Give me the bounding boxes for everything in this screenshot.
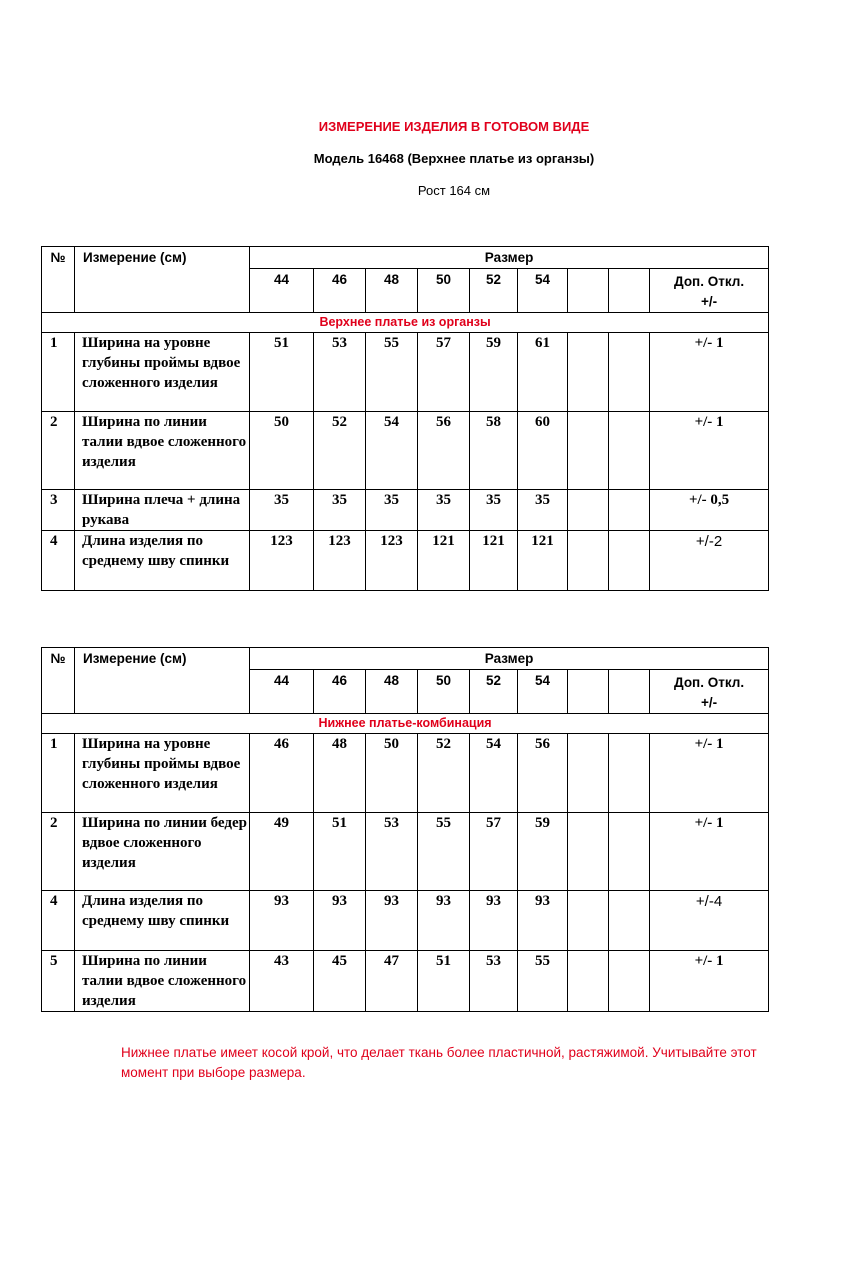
row-number: 1 — [42, 734, 75, 813]
bias-cut-note: Нижнее платье имеет косой крой, что делает ткань более пластичной, растяжимой. Учитывайте этот момент при выборе размера. — [121, 1045, 757, 1080]
value-cell: 54 — [470, 734, 518, 813]
value-cell: 61 — [518, 333, 568, 412]
measurement-name: Ширина по линии талии вдвое сложенного изделия — [75, 412, 250, 490]
measurement-name: Ширина на уровне глубины проймы вдвое сложенного изделия — [75, 734, 250, 813]
value-cell: 48 — [314, 734, 366, 813]
row-number: 4 — [42, 891, 75, 951]
tolerance-cell: +/- 1 — [650, 813, 769, 891]
value-cell: 52 — [418, 734, 470, 813]
table-row — [42, 531, 769, 591]
measurement-name: Длина изделия по среднему шву спинки — [75, 531, 250, 591]
size-header: 46 — [314, 670, 366, 714]
value-cell: 51 — [418, 951, 470, 1012]
empty-cell — [609, 813, 650, 891]
row-number: 2 — [42, 412, 75, 490]
empty-cell — [609, 891, 650, 951]
size-header: 44 — [250, 269, 314, 313]
value-cell: 50 — [366, 734, 418, 813]
model-subtitle: Модель 16468 (Верхнее платье из органзы) — [313, 151, 595, 166]
value-cell: 55 — [366, 333, 418, 412]
value-cell: 45 — [314, 951, 366, 1012]
value-cell: 57 — [470, 813, 518, 891]
value-cell: 93 — [518, 891, 568, 951]
value-cell: 93 — [470, 891, 518, 951]
value-cell: 123 — [314, 531, 366, 591]
table-row — [42, 333, 769, 412]
empty-cell — [568, 891, 609, 951]
empty-cell — [609, 670, 650, 714]
value-cell: 93 — [366, 891, 418, 951]
value-cell: 56 — [518, 734, 568, 813]
tolerance-cell: +/-2 — [650, 531, 769, 591]
size-header: 46 — [314, 269, 366, 313]
table-row — [42, 734, 769, 813]
value-cell: 51 — [314, 813, 366, 891]
value-cell: 43 — [250, 951, 314, 1012]
size-header: 52 — [470, 269, 518, 313]
col-header-measurement: Измерение (см) — [75, 247, 250, 313]
value-cell: 35 — [250, 490, 314, 531]
empty-cell — [609, 951, 650, 1012]
empty-cell — [609, 490, 650, 531]
size-header: 54 — [518, 670, 568, 714]
size-header: 52 — [470, 670, 518, 714]
measurement-name: Ширина на уровне глубины проймы вдвое сложенного изделия — [75, 333, 250, 412]
document-title: ИЗМЕРЕНИЕ ИЗДЕЛИЯ В ГОТОВОМ ВИДЕ — [318, 119, 590, 134]
value-cell: 57 — [418, 333, 470, 412]
size-header: 50 — [418, 269, 470, 313]
value-cell: 123 — [250, 531, 314, 591]
col-header-number: № — [42, 648, 75, 714]
value-cell: 121 — [418, 531, 470, 591]
value-cell: 93 — [314, 891, 366, 951]
row-number: 2 — [42, 813, 75, 891]
size-header: 54 — [518, 269, 568, 313]
tolerance-cell: +/- 0,5 — [650, 490, 769, 531]
size-header: 44 — [250, 670, 314, 714]
value-cell: 53 — [314, 333, 366, 412]
row-number: 4 — [42, 531, 75, 591]
value-cell: 35 — [470, 490, 518, 531]
value-cell: 123 — [366, 531, 418, 591]
table-row — [42, 951, 769, 1012]
section-title: Нижнее платье-комбинация — [42, 714, 769, 734]
tolerance-cell: +/- 1 — [650, 412, 769, 490]
measurement-name: Ширина по линии талии вдвое сложенного изделия — [75, 951, 250, 1012]
value-cell: 121 — [470, 531, 518, 591]
value-cell: 50 — [250, 412, 314, 490]
value-cell: 121 — [518, 531, 568, 591]
col-header-size: Размер — [250, 648, 769, 670]
empty-cell — [609, 531, 650, 591]
value-cell: 46 — [250, 734, 314, 813]
empty-cell — [568, 490, 609, 531]
value-cell: 35 — [366, 490, 418, 531]
tolerance-cell: +/-4 — [650, 891, 769, 951]
value-cell: 35 — [418, 490, 470, 531]
empty-cell — [609, 412, 650, 490]
section-title: Верхнее платье из органзы — [42, 313, 769, 333]
value-cell: 55 — [518, 951, 568, 1012]
measurement-table-overdress — [41, 246, 769, 591]
empty-cell — [609, 269, 650, 313]
value-cell: 53 — [470, 951, 518, 1012]
value-cell: 58 — [470, 412, 518, 490]
table-row — [42, 490, 769, 531]
value-cell: 59 — [518, 813, 568, 891]
empty-cell — [568, 531, 609, 591]
measurement-name: Ширина плеча + длина рукава — [75, 490, 250, 531]
value-cell: 60 — [518, 412, 568, 490]
value-cell: 52 — [314, 412, 366, 490]
measurement-name: Длина изделия по среднему шву спинки — [75, 891, 250, 951]
value-cell: 53 — [366, 813, 418, 891]
value-cell: 55 — [418, 813, 470, 891]
col-header-tolerance: Доп. Откл. +/- — [650, 269, 769, 313]
empty-cell — [609, 333, 650, 412]
tolerance-cell: +/- 1 — [650, 951, 769, 1012]
row-number: 3 — [42, 490, 75, 531]
value-cell: 59 — [470, 333, 518, 412]
tolerance-cell: +/- 1 — [650, 734, 769, 813]
value-cell: 49 — [250, 813, 314, 891]
table-row — [42, 813, 769, 891]
empty-cell — [568, 269, 609, 313]
empty-cell — [609, 734, 650, 813]
col-header-measurement: Измерение (см) — [75, 648, 250, 714]
value-cell: 54 — [366, 412, 418, 490]
empty-cell — [568, 333, 609, 412]
empty-cell — [568, 951, 609, 1012]
height-label: Рост 164 см — [417, 183, 491, 198]
value-cell: 93 — [418, 891, 470, 951]
col-header-size: Размер — [250, 247, 769, 269]
size-header: 48 — [366, 269, 418, 313]
value-cell: 47 — [366, 951, 418, 1012]
measurement-name: Ширина по линии бедер вдвое сложенного изделия — [75, 813, 250, 891]
table-row — [42, 891, 769, 951]
value-cell: 35 — [518, 490, 568, 531]
table-row — [42, 412, 769, 490]
empty-cell — [568, 412, 609, 490]
empty-cell — [568, 670, 609, 714]
empty-cell — [568, 813, 609, 891]
size-header: 50 — [418, 670, 470, 714]
col-header-number: № — [42, 247, 75, 313]
row-number: 1 — [42, 333, 75, 412]
col-header-tolerance: Доп. Откл. +/- — [650, 670, 769, 714]
measurement-table-slip — [41, 647, 769, 1012]
value-cell: 35 — [314, 490, 366, 531]
row-number: 5 — [42, 951, 75, 1012]
value-cell: 93 — [250, 891, 314, 951]
value-cell: 51 — [250, 333, 314, 412]
tolerance-cell: +/- 1 — [650, 333, 769, 412]
size-header: 48 — [366, 670, 418, 714]
value-cell: 56 — [418, 412, 470, 490]
empty-cell — [568, 734, 609, 813]
